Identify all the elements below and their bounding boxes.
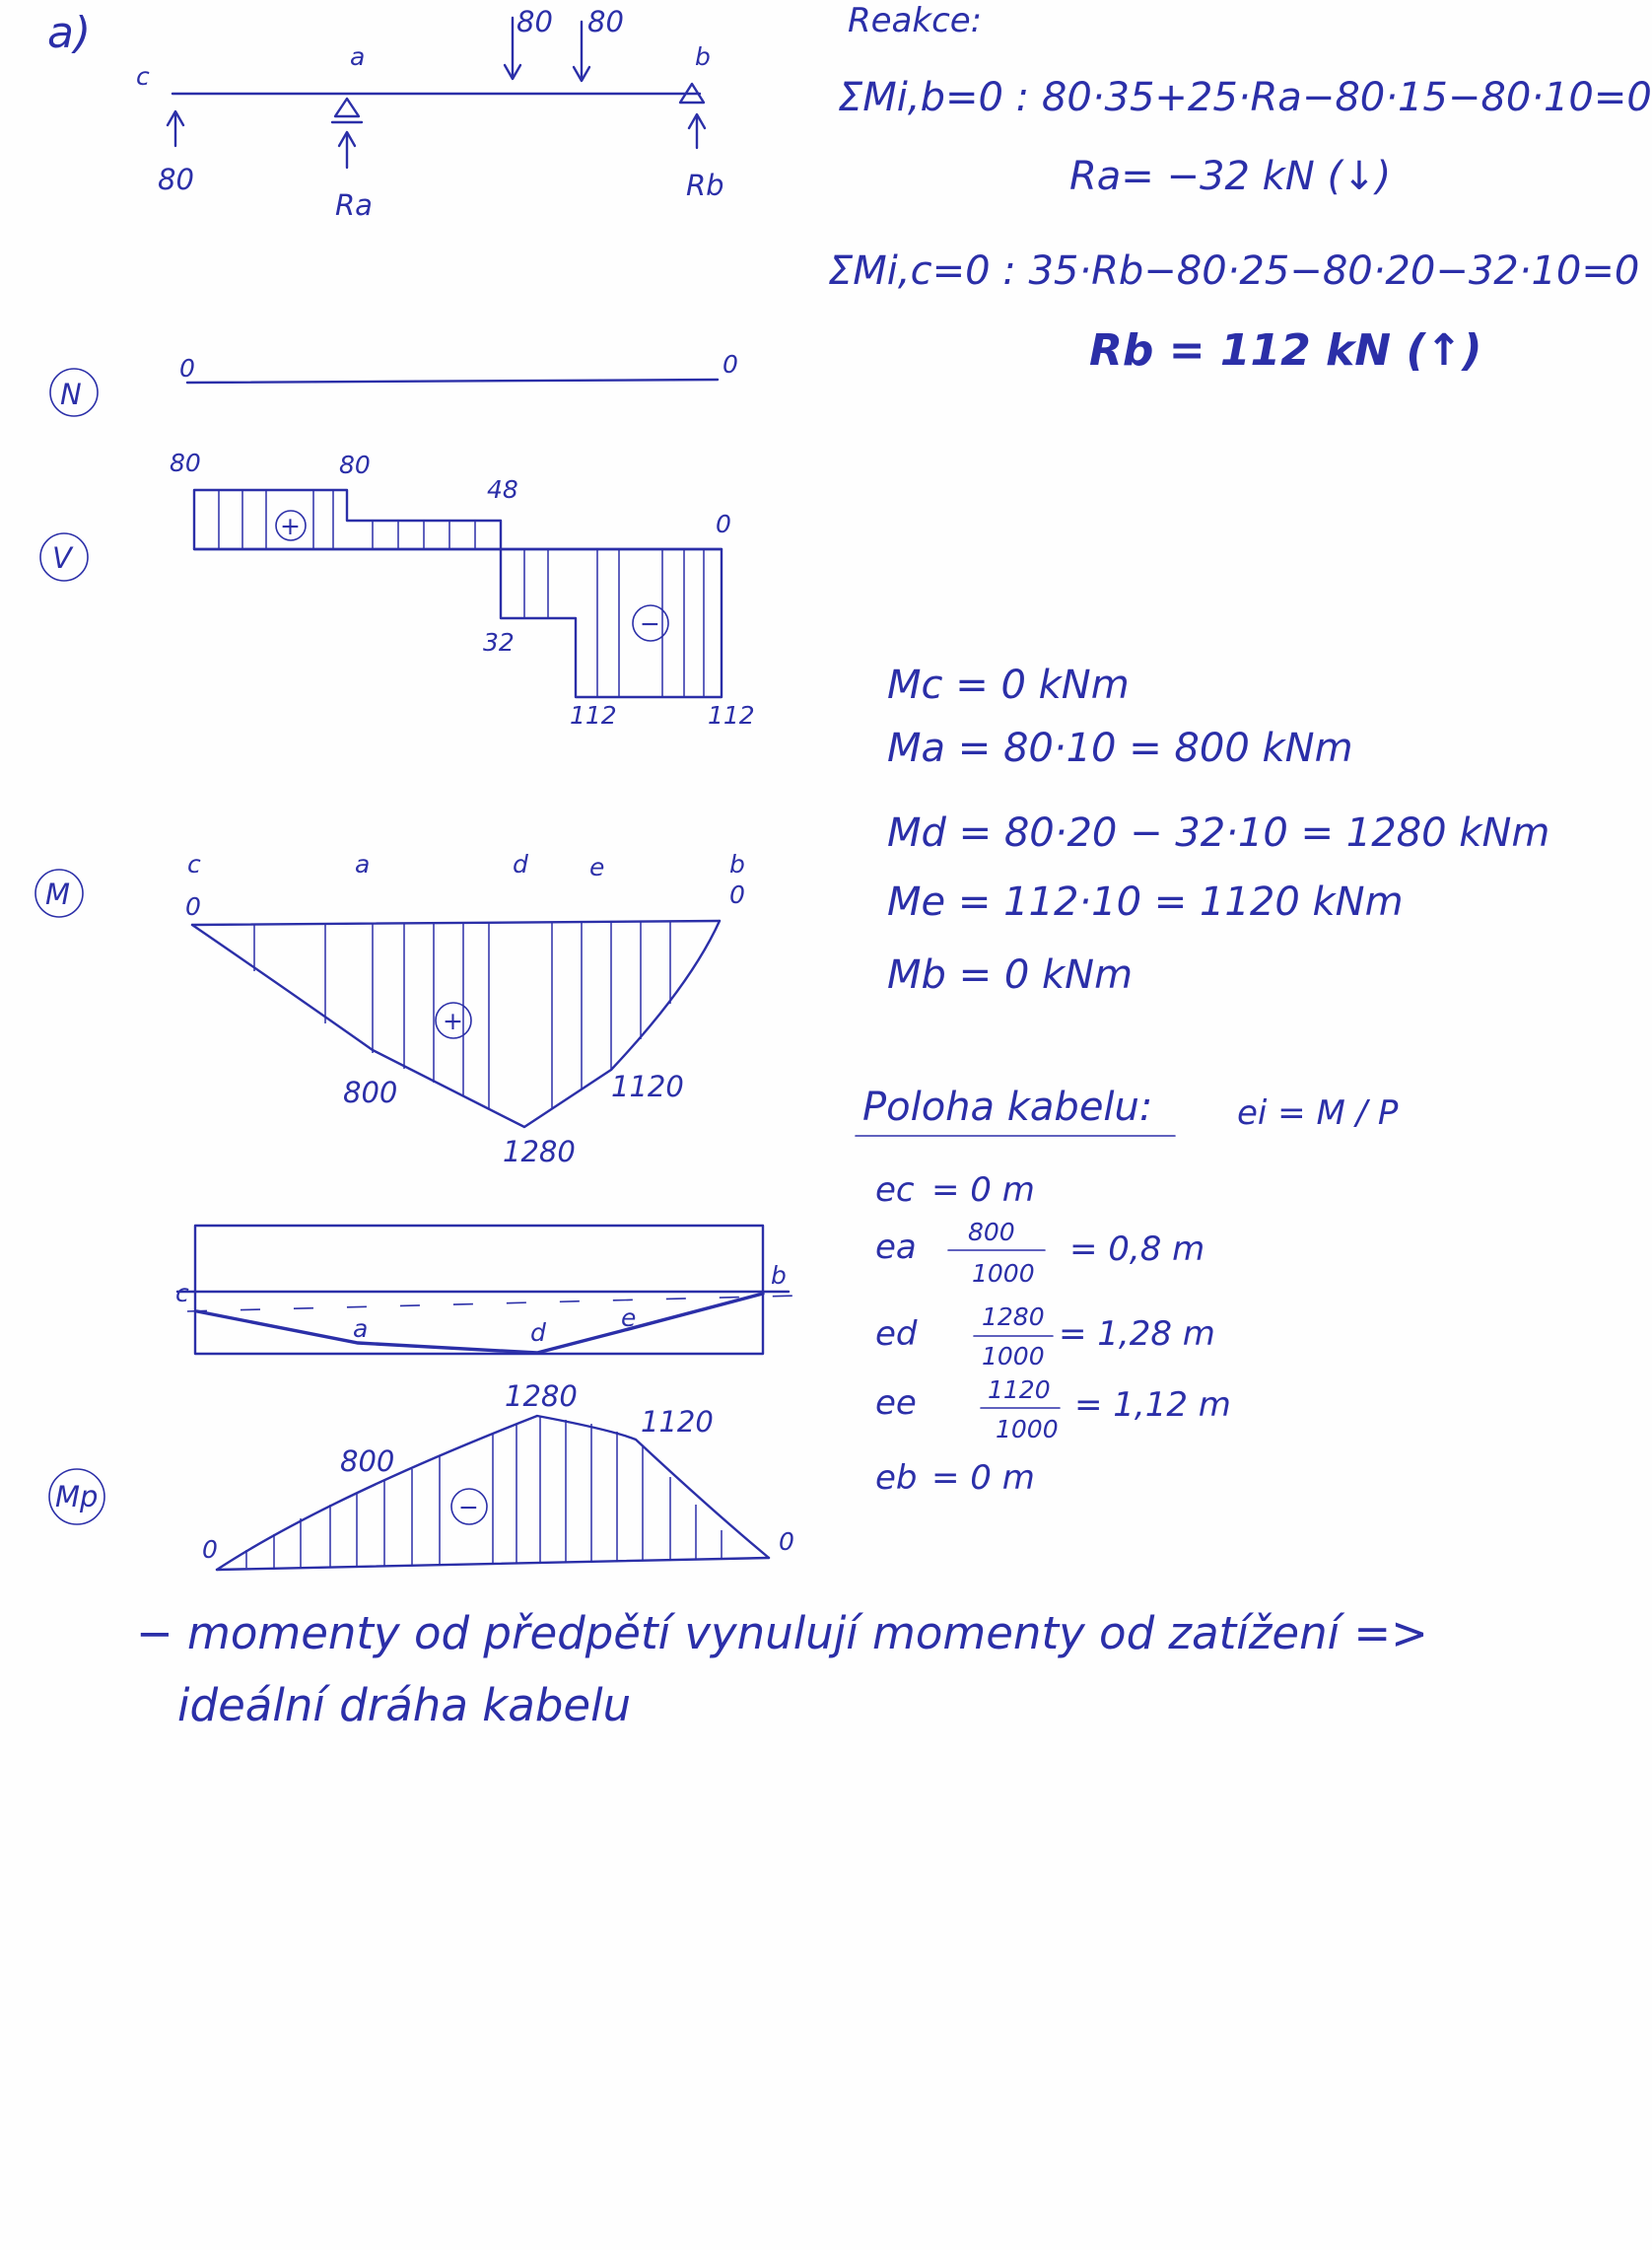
eccentricity-denominator: 1000 [982,1342,1045,1371]
diagram-value: 0 [185,892,201,921]
moment-point-label: c [187,850,201,879]
shear-force-diagram [40,449,755,730]
diagram-value: 0 [179,354,195,383]
eccentricity-result: = 0,8 m [1069,1230,1205,1269]
diagram-symbol: N [60,378,82,411]
beam-point-b: b [695,42,711,71]
eccentricity-name: ee [875,1383,917,1423]
moment-point-label: e [589,853,605,881]
diagram-symbol: V [52,541,72,575]
sign-plus: + [443,1007,463,1035]
cable-point-label: d [530,1318,546,1347]
moment-point-label: d [513,850,528,879]
diagram-symbol: M [45,878,71,911]
cable-eccentricities [875,1170,1231,1498]
moment-point-label: b [729,850,745,879]
moment-calc: Md = 80·20 − 32·10 = 1280 kNm [887,810,1550,856]
part-label: a) [47,8,92,58]
eccentricity-result: = 1,28 m [1059,1314,1215,1354]
reaction-a-label: Ra [335,188,373,222]
diagram-value: 1280 [505,1379,578,1413]
diagram-value: 0 [779,1527,794,1556]
diagram-value: 0 [729,880,745,909]
eccentricity-numerator: 1120 [988,1375,1051,1404]
eccentricity-result: = 1,12 m [1074,1385,1231,1425]
diagram-value: 112 [708,701,755,730]
sign-minus: − [458,1493,479,1521]
cable-point-label: a [353,1314,369,1343]
reaction-b-label: Rb [686,169,724,202]
diagram-value: 0 [723,350,738,379]
cable-path [197,1294,763,1353]
beam-sketch [136,5,724,222]
reaction-arrow-icon [168,111,183,146]
reaction-equation: ΣMi,b=0 : 80·35+25·Ra−80·15−80·10=0 [838,75,1652,120]
diagram-value: 1120 [641,1405,714,1439]
eccentricity-denominator: 1000 [972,1259,1035,1288]
cable-profile-sketch [175,1226,798,1354]
diagram-value: 48 [487,475,518,504]
reaction-arrow-icon [339,132,355,168]
normal-force-diagram [50,350,738,416]
diagram-symbol: Mp [55,1480,99,1513]
moment-calc: Ma = 80·10 = 800 kNm [887,726,1353,771]
diagram-value: 1280 [503,1135,576,1168]
reactions-heading: Reakce: [848,1,983,40]
eccentricity-denominator: 1000 [996,1415,1059,1443]
diagram-value: 0 [716,510,731,538]
beam-point-c: c [136,62,150,91]
diagram-value: 112 [570,701,617,730]
moment-calc: Me = 112·10 = 1120 kNm [887,879,1404,925]
left-reaction-value: 80 [158,163,194,196]
diagram-value: 80 [170,449,201,477]
eccentricity-name: ed [875,1314,918,1354]
moment-calc: Mc = 0 kNm [887,663,1130,708]
load-value: 80 [516,5,553,38]
bending-moment-diagram [35,850,745,1168]
beam-outline [195,1226,763,1354]
prestress-moment-diagram [49,1379,794,1570]
conclusion-note: − momenty od předpětí vynulují momenty od zatížení => [136,1607,1428,1659]
eccentricity-numerator: 800 [968,1218,1015,1246]
eccentricity-value: = 0 m [931,1458,1035,1498]
eccentricity-value: = 0 m [931,1170,1035,1210]
load-value: 80 [587,5,624,38]
beam-point-a: a [350,42,366,71]
sign-minus: − [640,609,660,638]
reaction-equation: ΣMi,c=0 : 35·Rb−80·25−80·20−32·10=0 [828,248,1640,294]
diagram-value: 800 [340,1444,395,1478]
conclusion-note: ideální dráha kabelu [177,1679,632,1731]
eccentricity-name: eb [875,1458,918,1498]
reaction-result: Ra= −32 kN (↓) [1069,154,1392,199]
cable-point-label: b [771,1261,787,1290]
eccentricity-name: ec [875,1170,915,1210]
diagram-value: 1120 [611,1070,684,1103]
cable-heading: Poloha kabelu: [862,1085,1153,1130]
eccentricity-numerator: 1280 [982,1302,1045,1331]
cable-formula: ei = M / P [1237,1093,1399,1133]
cable-point-label: c [175,1279,189,1307]
diagram-value: 0 [202,1535,218,1564]
cable-point-label: e [621,1303,637,1332]
reaction-result: Rb = 112 kN (↑) [1089,325,1482,376]
diagram-value: 80 [339,451,371,479]
diagram-value: 32 [483,628,515,657]
reaction-arrow-icon [689,114,705,148]
eccentricity-name: ea [875,1228,917,1267]
sign-plus: + [280,512,301,540]
moment-calc: Mb = 0 kNm [887,952,1134,998]
support-a-icon [335,99,359,116]
diagram-value: 800 [343,1076,398,1109]
moment-point-label: a [355,850,371,879]
